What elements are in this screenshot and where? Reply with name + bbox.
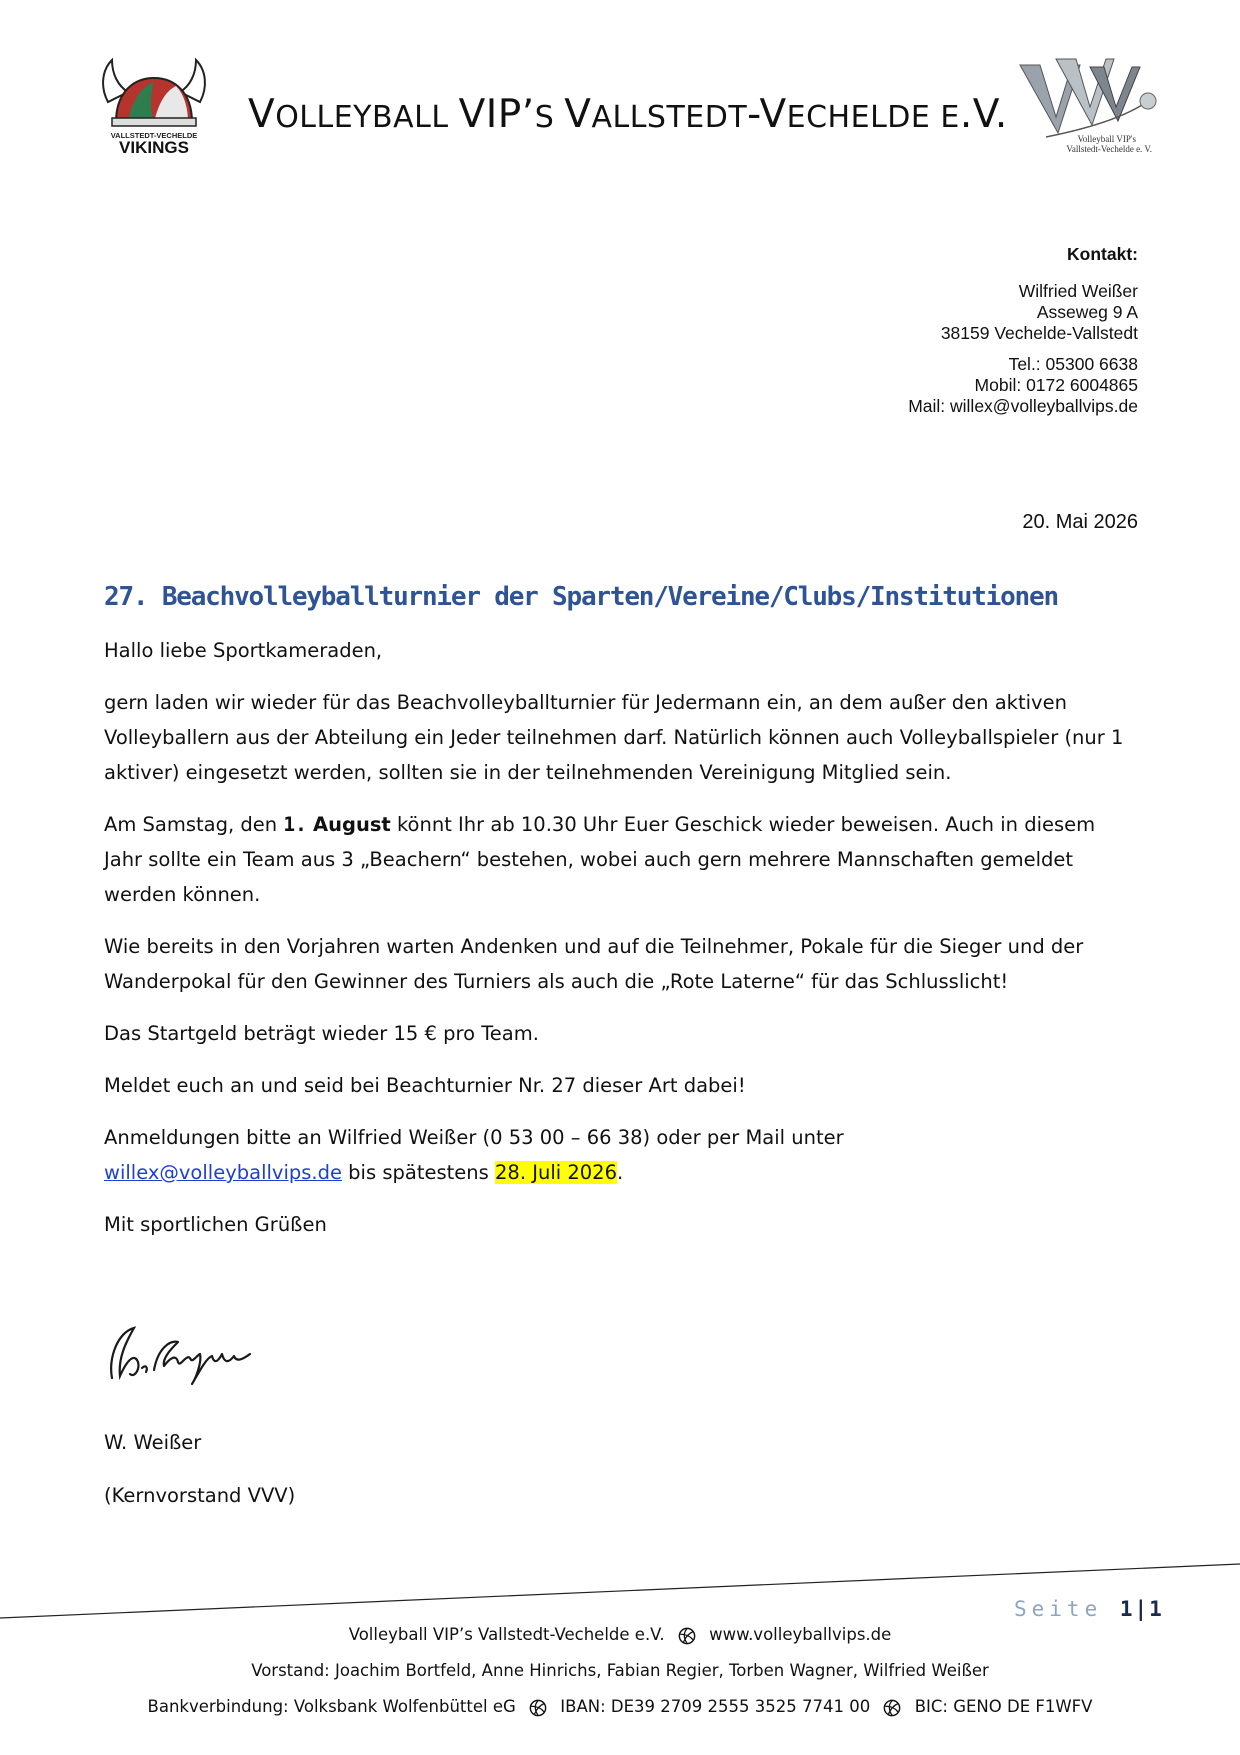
deadline-highlight: 28. Juli 2026: [495, 1161, 617, 1184]
contact-tel: Tel.: 05300 6638: [1008, 354, 1138, 374]
volleyball-icon: [529, 1699, 547, 1717]
volleyball-icon: [678, 1627, 696, 1645]
contact-mobil: Mobil: 0172 6004865: [974, 375, 1138, 395]
event-month: August: [313, 813, 391, 836]
page-number: Seite 1|1: [1014, 1597, 1164, 1621]
contact-heading: Kontakt:: [1067, 244, 1138, 264]
volleyball-icon: [883, 1699, 901, 1717]
letter-body: [104, 633, 1134, 1259]
footer-bic: BIC: GENO DE F1WFV: [914, 1697, 1093, 1716]
closing: Mit sportlichen Grüßen: [104, 1213, 327, 1236]
contact-name: Wilfried Weißer: [1018, 281, 1138, 301]
letter-heading: 27. Beachvolleyballturnier der Sparten/Vereine/Clubs/Institutionen: [104, 582, 1058, 612]
event-day: 1.: [283, 813, 307, 836]
greeting: Hallo liebe Sportkameraden,: [104, 639, 383, 662]
email-link[interactable]: willex@volleyballvips.de: [104, 1161, 342, 1184]
paragraph-date: Am Samstag, den 1. August könnt Ihr ab 10.30 Uhr Euer Geschick wieder beweisen. Auch in diesem Jahr sollte ein Team aus 3 „Beachern“ bestehen, wobei auch gern mehrere Mannschaften gemeldet werden können.: [104, 813, 1096, 906]
contact-mail: Mail: willex@volleyballvips.de: [908, 396, 1138, 416]
club-title: VOLLEYBALL VIP’S VALLSTEDT-VECHELDE E.V.: [248, 92, 1008, 137]
paragraph-fee: Das Startgeld beträgt wieder 15 € pro Team.: [104, 1022, 539, 1045]
contact-block: [908, 244, 1138, 427]
logo-main-text: VIKINGS: [119, 138, 189, 157]
logo-small-text: VALLSTEDT-VECHELDE: [110, 131, 198, 140]
footer-website[interactable]: www.volleyballvips.de: [709, 1625, 892, 1644]
contact-street: Asseweg 9 A: [1036, 302, 1138, 322]
logo-caption-2: Vallstedt-Vechelde e. V.: [1066, 144, 1152, 154]
footer-iban: IBAN: DE39 2709 2555 3525 7741 00: [560, 1697, 871, 1716]
footer-board: Vorstand: Joachim Bortfeld, Anne Hinrichs, Fabian Regier, Torben Wagner, Wilfried Weißer: [251, 1661, 989, 1680]
signer-name: W. Weißer: [104, 1431, 202, 1454]
footer-line-club: [0, 1625, 1240, 1645]
vvv-monogram-logo: [1016, 55, 1162, 155]
letter-date: 20. Mai 2026: [1022, 511, 1138, 533]
footer-bank: Bankverbindung: Volksbank Wolfenbüttel eG: [147, 1697, 516, 1716]
vikings-logo: [98, 52, 210, 160]
logo-caption-1: Volleyball VIP's: [1077, 134, 1136, 144]
paragraph-registration: Anmeldungen bitte an Wilfried Weißer (0 53 00 – 66 38) oder per Mail unter willex@volleyballvips.de bis spätestens 28. Juli 2026.: [104, 1126, 844, 1184]
signer-role: (Kernvorstand VVV): [104, 1484, 296, 1507]
paragraph-invitation: gern laden wir wieder für das Beachvolleyballturnier für Jedermann ein, an dem außer den aktiven Volleyballern aus der Abteilung ein Jeder teilnehmen darf. Natürlich können auch Volleyballspieler (nur 1 aktiver) eingesetzt werden, sollten sie in der teilnehmenden Vereinigung Mitglied sein.: [104, 691, 1124, 784]
handwritten-signature: [104, 1318, 264, 1398]
contact-city: 38159 Vechelde-Vallstedt: [940, 323, 1138, 343]
footer-club: Volleyball VIP’s Vallstedt-Vechelde e.V.: [348, 1625, 665, 1644]
paragraph-prizes: Wie bereits in den Vorjahren warten Andenken und auf die Teilnehmer, Pokale für die Sieger und der Wanderpokal für den Gewinner des Turniers als auch die „Rote Laterne“ für das Schlusslicht!: [104, 935, 1084, 993]
paragraph-call: Meldet euch an und seid bei Beachturnier Nr. 27 dieser Art dabei!: [104, 1074, 746, 1097]
footer-line-bank: [0, 1697, 1240, 1717]
